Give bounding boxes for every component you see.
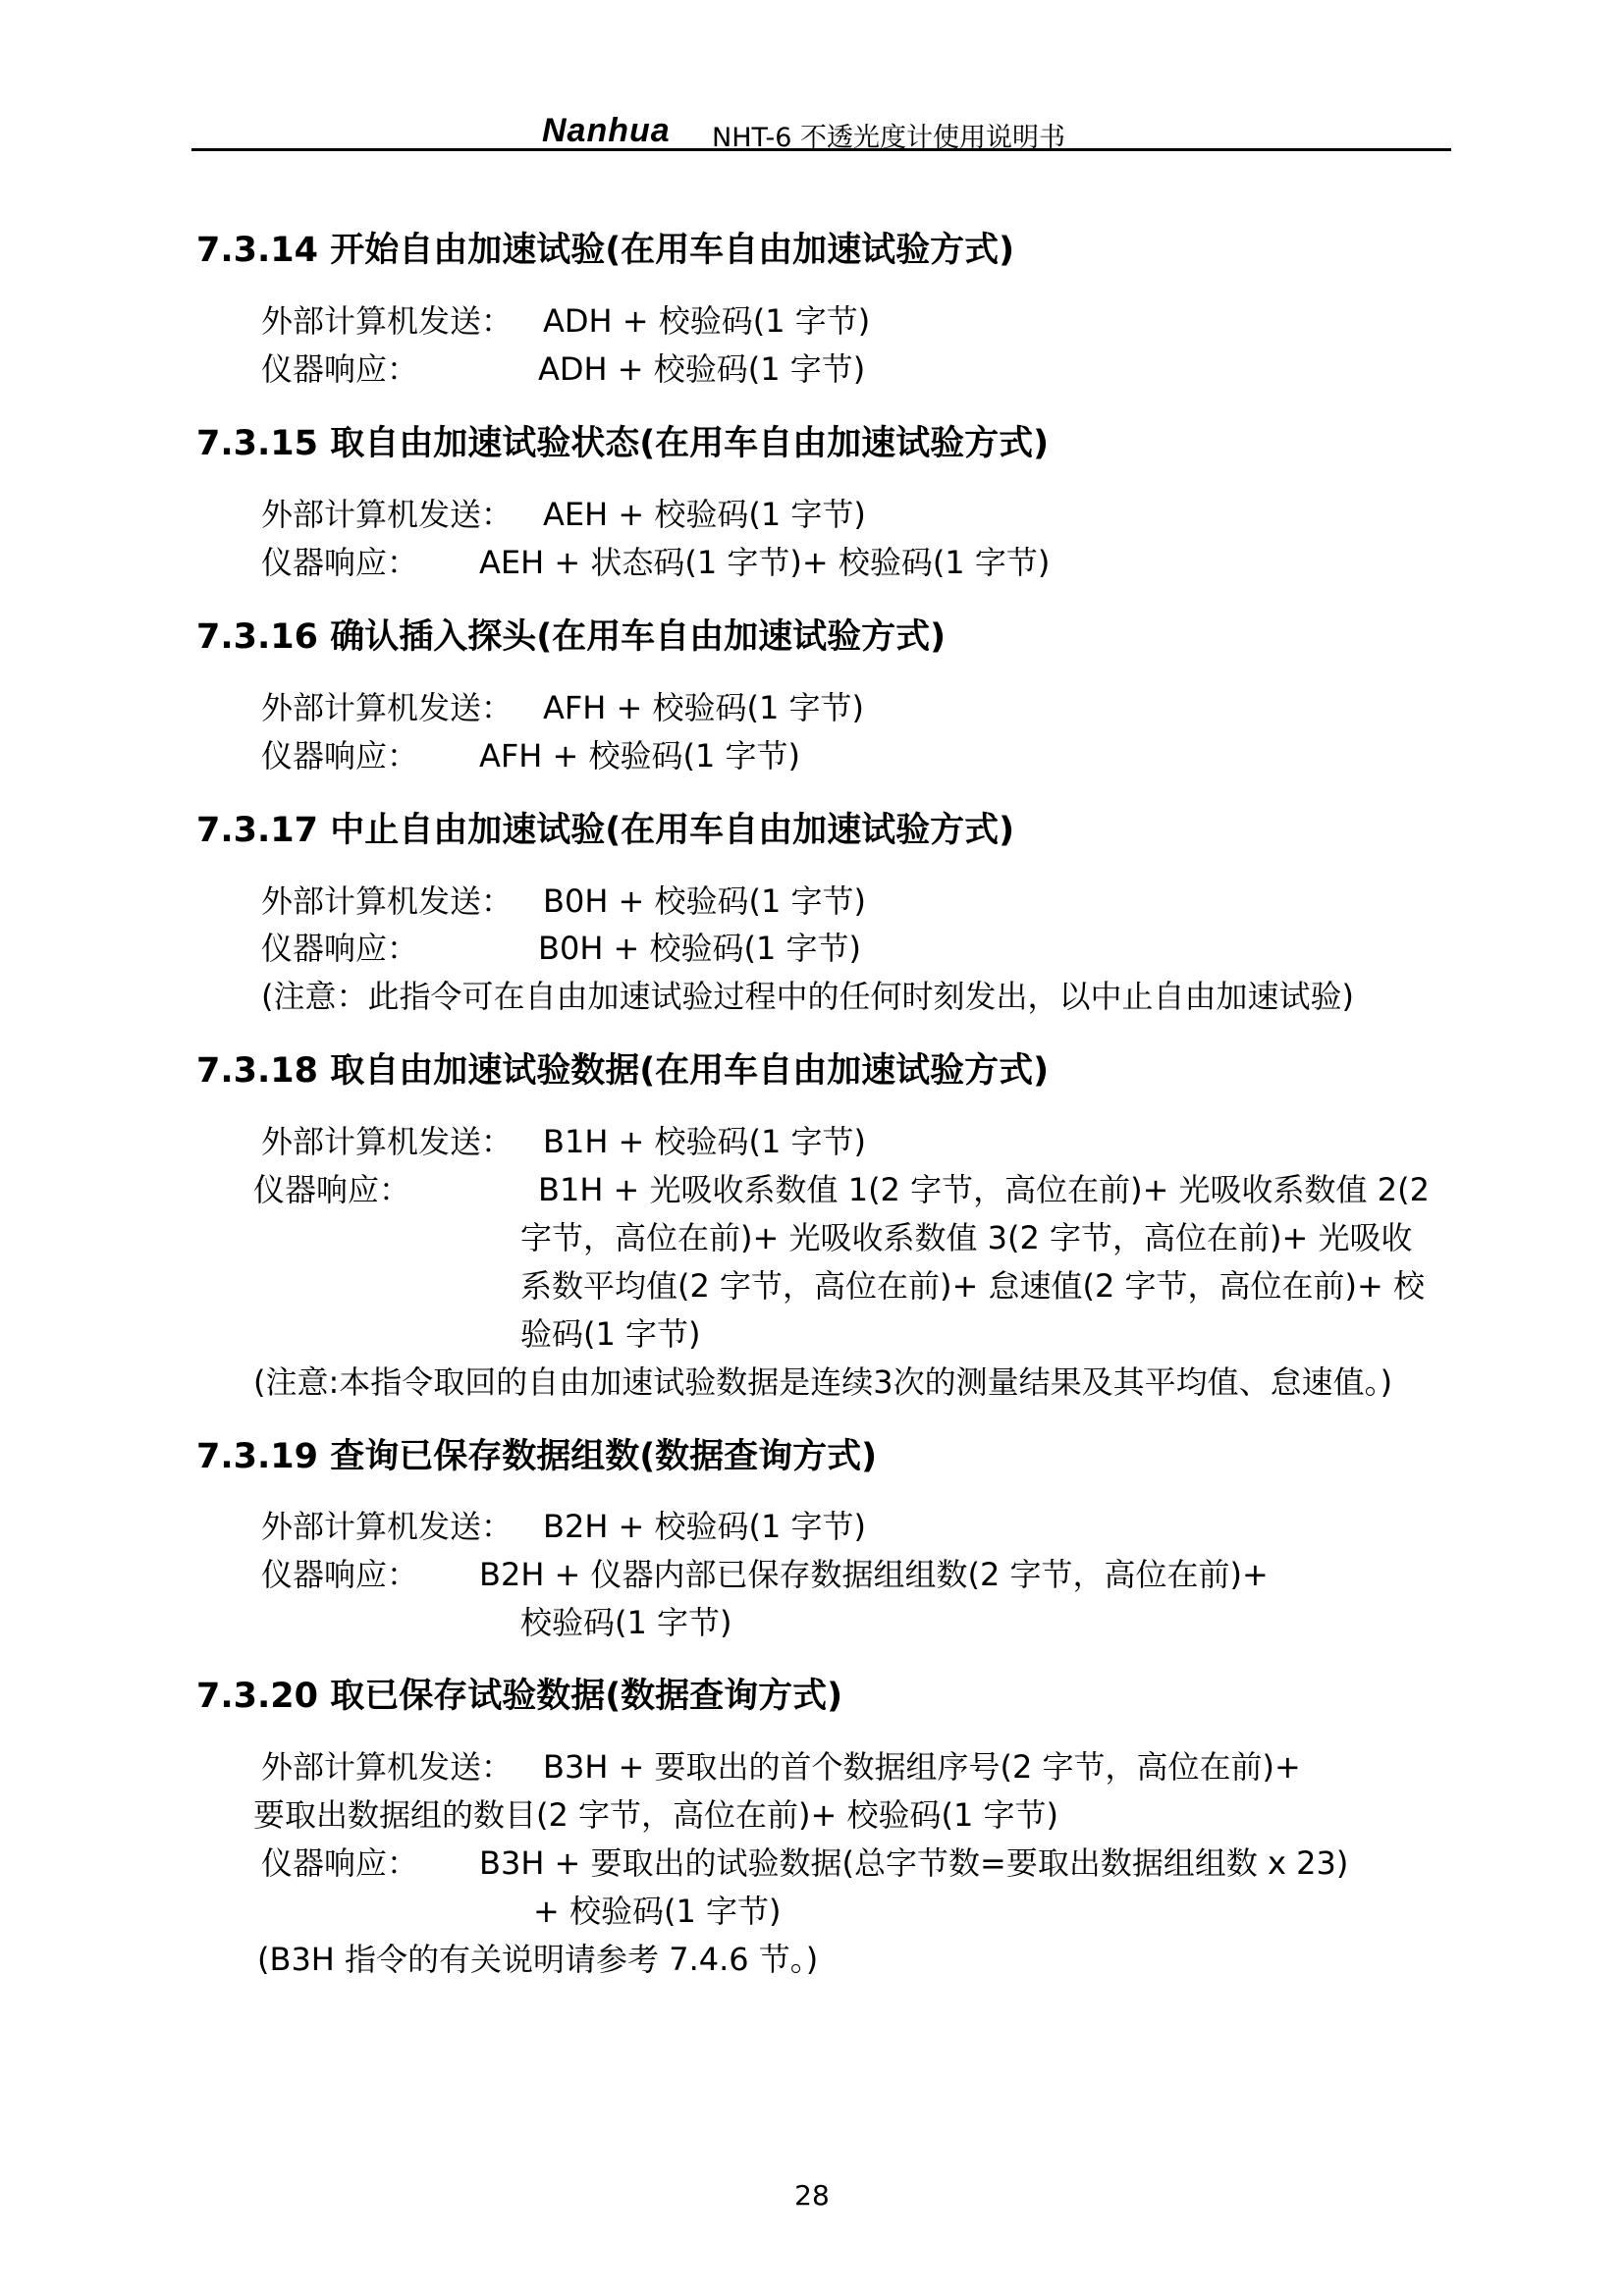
send-value: B2H + 校验码(1 字节) <box>543 1508 867 1545</box>
nanhua-logo: Nanhua <box>542 112 671 149</box>
section-heading-7-3-17: 7.3.17 中止自由加速试验(在用车自由加速试验方式) <box>196 811 1015 850</box>
send-label: 外部计算机发送： <box>261 882 514 920</box>
header-divider <box>191 148 1451 151</box>
response-label: 仪器响应： <box>261 1844 419 1882</box>
response-line: 校验码(1 字节) <box>520 1604 732 1641</box>
send-value: B3H + 要取出的首个数据组序号(2 字节，高位在前)+ <box>543 1748 1301 1786</box>
send-label: 外部计算机发送： <box>261 1123 514 1160</box>
section-heading-7-3-16: 7.3.16 确认插入探头(在用车自由加速试验方式) <box>196 617 947 657</box>
send-value: AFH + 校验码(1 字节) <box>543 689 865 726</box>
section-heading-7-3-19: 7.3.19 查询已保存数据组数(数据查询方式) <box>196 1437 878 1476</box>
section-heading-7-3-20: 7.3.20 取已保存试验数据(数据查询方式) <box>196 1677 843 1716</box>
send-label: 外部计算机发送： <box>261 496 514 533</box>
response-value: AFH + 校验码(1 字节) <box>479 737 801 774</box>
send-label: 外部计算机发送： <box>261 689 514 726</box>
section-heading-7-3-14: 7.3.14 开始自由加速试验(在用车自由加速试验方式) <box>196 231 1015 270</box>
response-value: B0H + 校验码(1 字节) <box>538 930 862 967</box>
response-line: B3H + 要取出的试验数据(总字节数=要取出数据组组数 x 23) <box>479 1844 1349 1882</box>
note-text: (B3H 指令的有关说明请参考 7.4.6 节。) <box>257 1941 819 1978</box>
section-heading-7-3-18: 7.3.18 取自由加速试验数据(在用车自由加速试验方式) <box>196 1051 1050 1091</box>
page-number: 28 <box>794 2179 830 2212</box>
send-label: 外部计算机发送： <box>261 302 514 340</box>
send-label: 外部计算机发送： <box>261 1508 514 1545</box>
send-value: B0H + 校验码(1 字节) <box>543 882 867 920</box>
document-title: NHT-6 不透光度计使用说明书 <box>712 123 1066 153</box>
page-header <box>191 106 1451 151</box>
note-text: (注意：此指令可在自由加速试验过程中的任何时刻发出，以中止自由加速试验) <box>261 978 1354 1015</box>
section-heading-7-3-15: 7.3.15 取自由加速试验状态(在用车自由加速试验方式) <box>196 424 1050 463</box>
response-value: AEH + 状态码(1 字节)+ 校验码(1 字节) <box>479 544 1051 581</box>
response-line: 字节，高位在前)+ 光吸收系数值 3(2 字节，高位在前)+ 光吸收 <box>520 1219 1413 1256</box>
response-label: 仪器响应： <box>261 737 419 774</box>
response-label: 仪器响应： <box>261 1556 419 1593</box>
response-label: 仪器响应： <box>253 1171 411 1208</box>
response-line: B2H + 仪器内部已保存数据组组数(2 字节，高位在前)+ <box>479 1556 1269 1593</box>
note-text: (注意:本指令取回的自由加速试验数据是连续3次的测量结果及其平均值、怠速值。) <box>253 1363 1393 1401</box>
response-line: 验码(1 字节) <box>520 1315 701 1353</box>
response-value: ADH + 校验码(1 字节) <box>538 350 866 388</box>
send-value: AEH + 校验码(1 字节) <box>543 496 866 533</box>
response-label: 仪器响应： <box>261 350 419 388</box>
response-line: B1H + 光吸收系数值 1(2 字节，高位在前)+ 光吸收系数值 2(2 <box>538 1171 1430 1208</box>
send-value: ADH + 校验码(1 字节) <box>543 302 871 340</box>
send-value: B1H + 校验码(1 字节) <box>543 1123 867 1160</box>
send-label: 外部计算机发送： <box>261 1748 514 1786</box>
response-line: 系数平均值(2 字节，高位在前)+ 怠速值(2 字节，高位在前)+ 校 <box>520 1267 1425 1305</box>
response-label: 仪器响应： <box>261 544 419 581</box>
send-value-continuation: 要取出数据组的数目(2 字节，高位在前)+ 校验码(1 字节) <box>253 1796 1058 1834</box>
response-line: + 校验码(1 字节) <box>533 1893 782 1930</box>
response-label: 仪器响应： <box>261 930 419 967</box>
